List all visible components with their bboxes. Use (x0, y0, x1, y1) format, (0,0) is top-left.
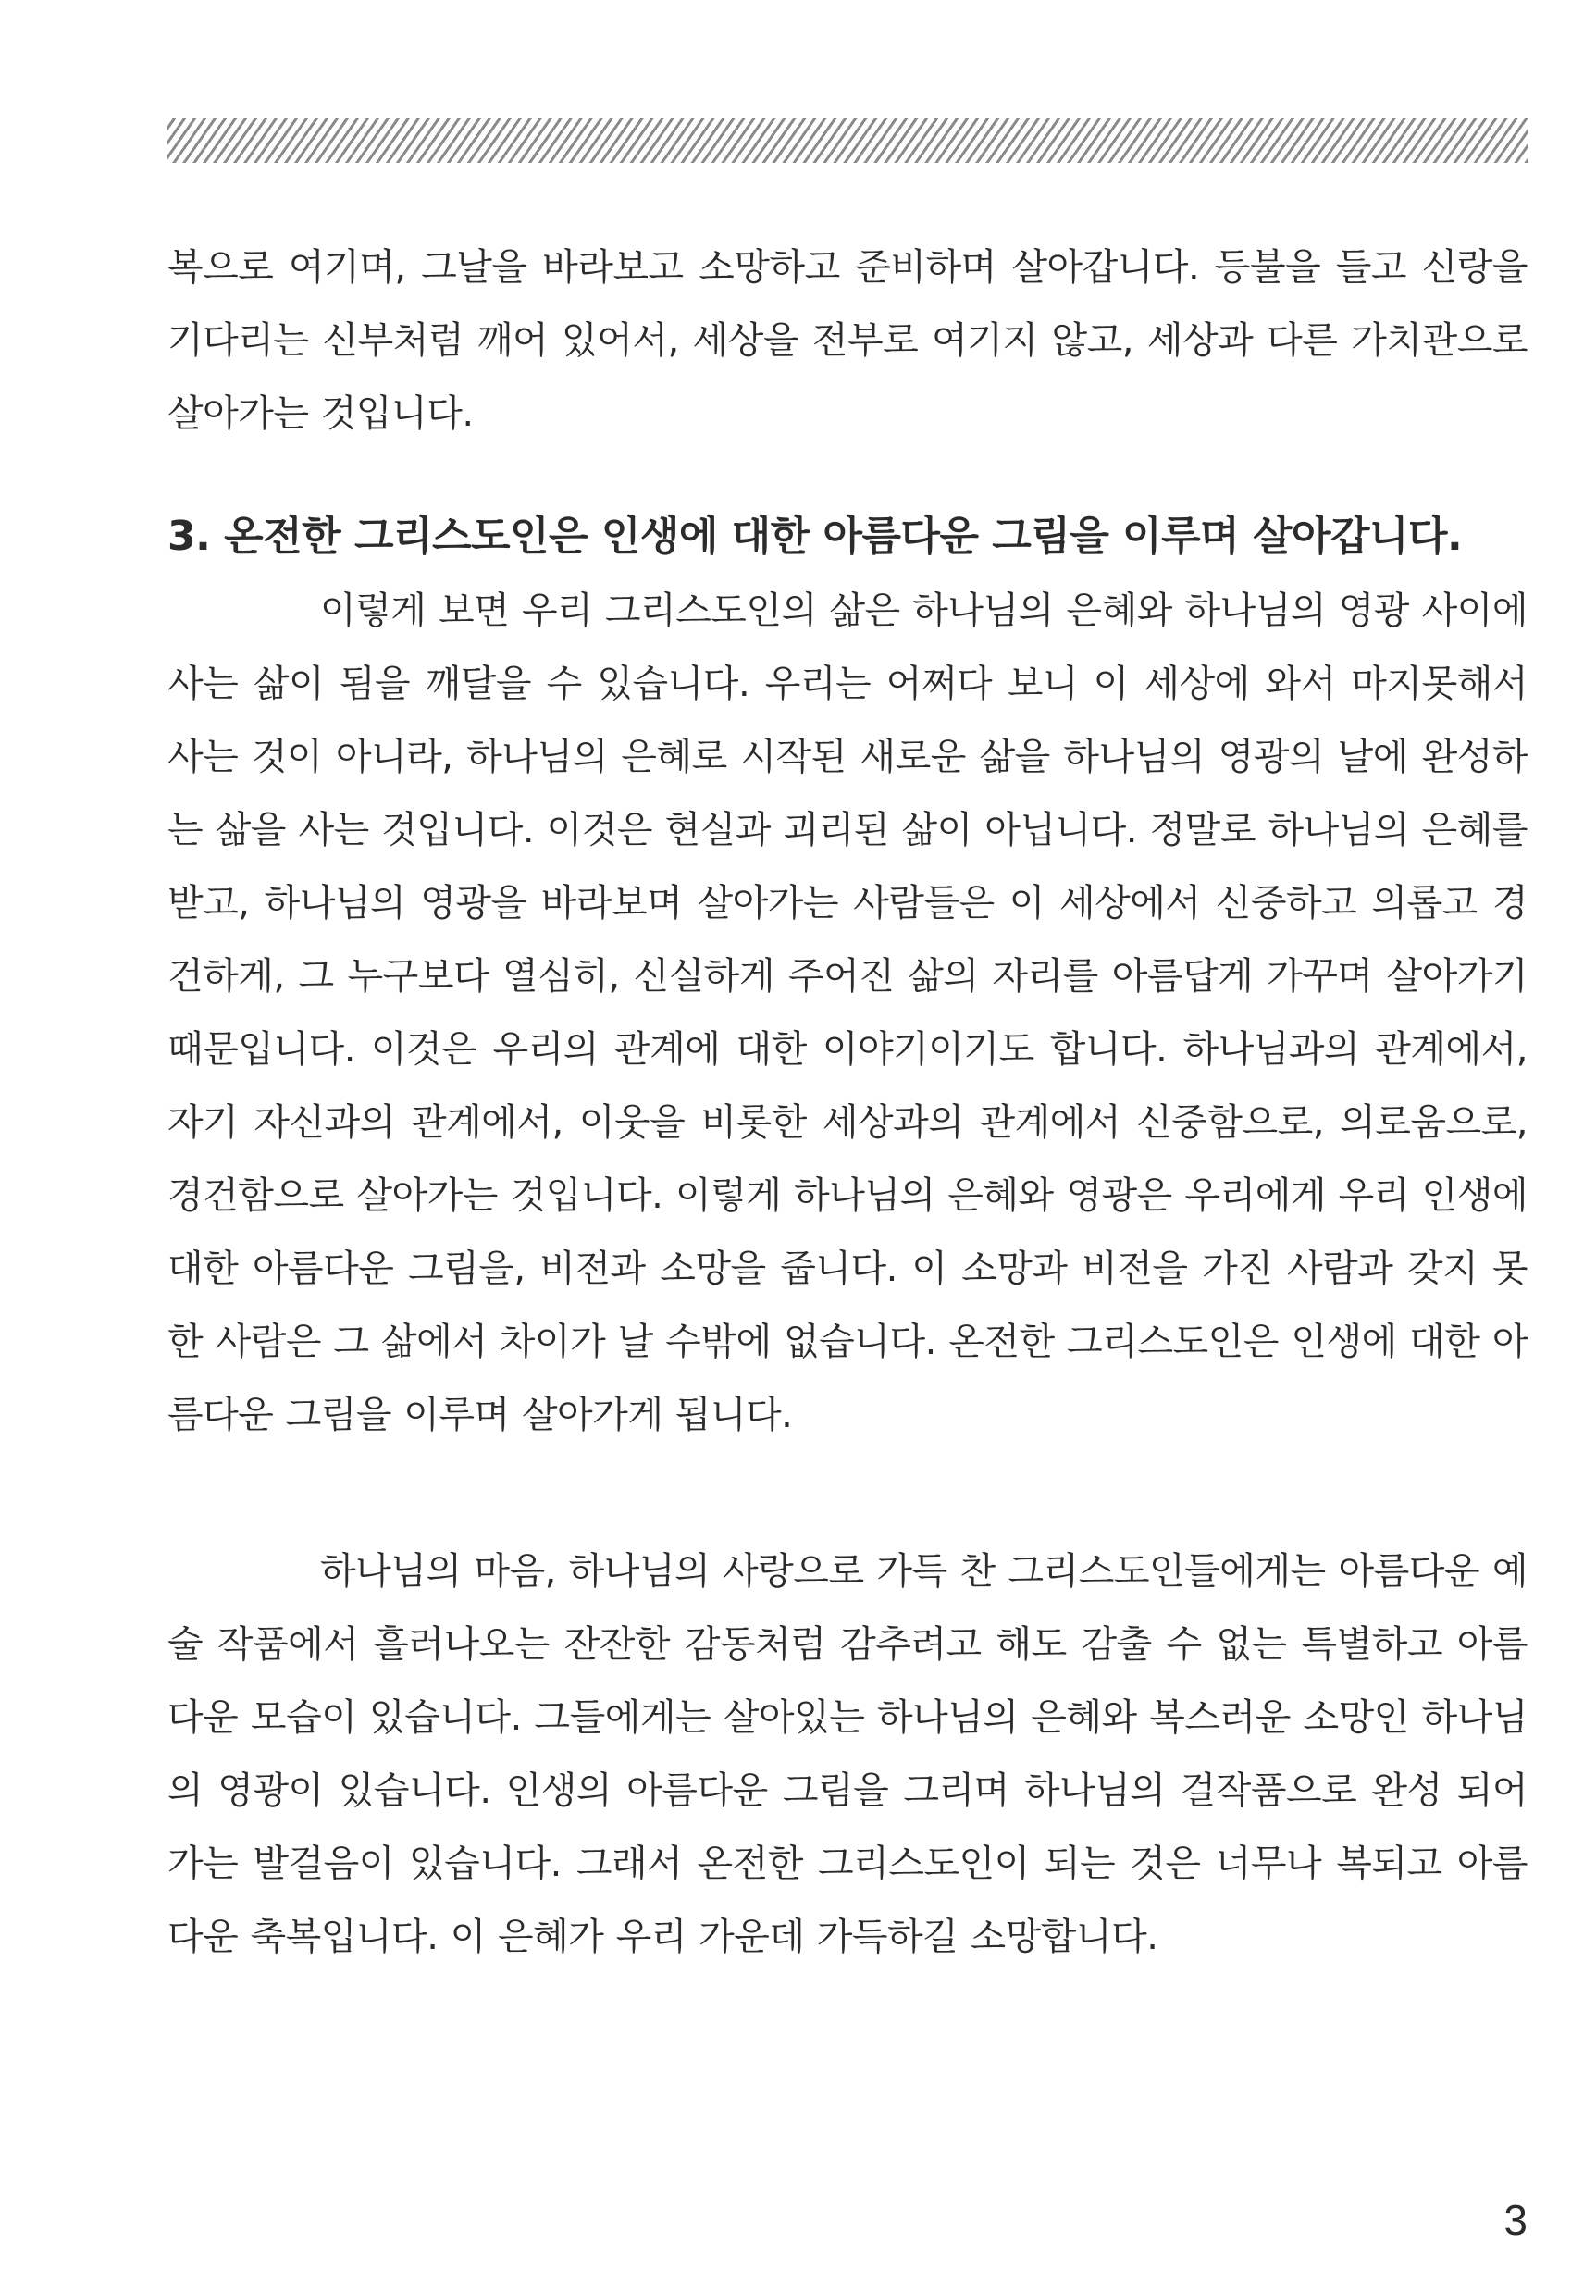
section-heading: 3. 온전한 그리스도인은 인생에 대한 아름다운 그림을 이루며 살아갑니다. (167, 513, 1463, 560)
decorative-hatch-band (167, 118, 1528, 163)
page-number: 3 (1503, 2196, 1528, 2244)
paragraph-main: 이렇게 보면 우리 그리스도인의 삶은 하나님의 은혜와 하나님의 영광 사이에 사는 삶이 됨을 깨달을 수 있습니다. 우리는 어쩌다 보니 이 세상에 와서 마지못해서 사는 것이 아니라, 하나님의 은혜로 시작된 새로운 삶을 하나님의 영광의 날에 완성하는 삶을 사는 것입니다. 이것은 현실과 괴리된 삶이 아닙니다. 정말로 하나님의 은혜를 받고, 하나님의 영광을 바라보며 살아가는 사람들은 이 세상에서 신중하고 의롭고 경건하게, 그 누구보다 열심히, 신실하게 주어진 삶의 자리를 아름답게 가꾸며 살아가기 때문입니다. 이것은 우리의 관계에 대한 이야기이기도 합니다. 하나님과의 관계에서, 자기 자신과의 관계에서, 이웃을 비롯한 세상과의 관계에서 신중함으로, 의로움으로, 경건함으로 살아가는 것입니다. 이렇게 하나님의 은혜와 영광은 우리에게 우리 인생에 대한 아름다운 그림을, 비전과 소망을 줍니다. 이 소망과 비전을 가진 사람과 갖지 못한 사람은 그 삶에서 차이가 날 수밖에 없습니다. 온전한 그리스도인은 인생에 대한 아름다운 그림을 이루며 살아가게 됩니다. (167, 590, 1528, 1436)
paragraph-intro: 복으로 여기며, 그날을 바라보고 소망하고 준비하며 살아갑니다. 등불을 들고 신랑을 기다리는 신부처럼 깨어 있어서, 세상을 전부로 여기지 않고, 세상과 다른 가치관으로 살아가는 것입니다. (167, 246, 1528, 435)
paragraph-closing: 하나님의 마음, 하나님의 사랑으로 가득 찬 그리스도인들에게는 아름다운 예술 작품에서 흘러나오는 잔잔한 감동처럼 감추려고 해도 감출 수 없는 특별하고 아름다운 모습이 있습니다. 그들에게는 살아있는 하나님의 은혜와 복스러운 소망인 하나님의 영광이 있습니다. 인생의 아름다운 그림을 그리며 하나님의 걸작품으로 완성 되어가는 발걸음이 있습니다. 그래서 온전한 그리스도인이 되는 것은 너무나 복되고 아름다운 축복입니다. 이 은혜가 우리 가운데 가득하길 소망합니다. (167, 1550, 1528, 1958)
page-body (167, 231, 1528, 1974)
